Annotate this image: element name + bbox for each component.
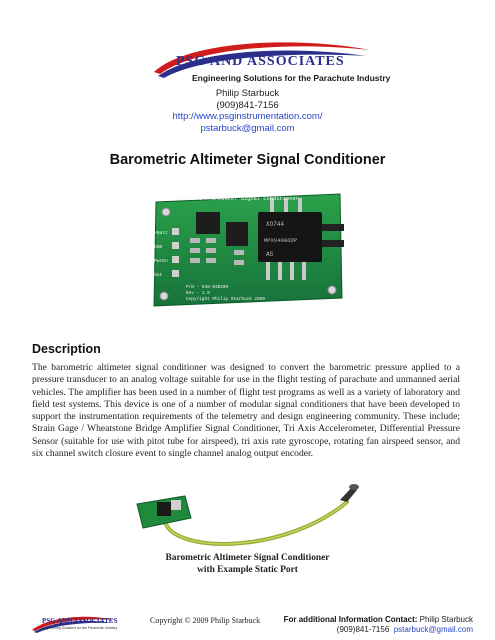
logo-title: PSG AND ASSOCIATES (176, 54, 345, 69)
description-body: The barometric altimeter signal conditioner was designed to convert the barometric pressure applied to a pressure transducer to an analog voltage suitable for use in the flight testing of parachute and unmanned aerial vehicles. The amplifier has been used in a number of flight test programs as well as a variety of laboratory and field test systems. This device is one of a number of modular signal conditioners that have been developed to support the instrumentation requirements of the telemetry and design engineering community. These include; Strain Gage / Wheatstone Bridge Amplifier Signal Conditioner, Tri Axis Accelerometer, Differential Pressure Sensor (suitable for use with pitot tube for airspeed), tri axis rate gyroscope, rotating fan airspeed sensor, and six channel switch closure event to single channel analog output encoder. (32, 362, 460, 460)
board-copyright: Copyright Philip Starbuck 2009 (186, 297, 266, 302)
footer-email-link[interactable]: pstarbuck@gmail.com (393, 625, 473, 634)
page-title: Barometric Altimeter Signal Conditioner (109, 152, 386, 168)
caption-line-1: Barometric Altimeter Signal Conditioner (165, 553, 330, 563)
photo-caption (120, 552, 375, 576)
logo-tagline: Engineering Solutions for the Parachute Industry (192, 73, 391, 83)
contact-block (0, 88, 495, 134)
contact-phone: (909)841-7156 (216, 99, 279, 111)
footer-contact-name: Philip Starbuck (419, 615, 473, 624)
footer-logo-title: PSG AND ASSOCIATES (42, 617, 118, 625)
email-link[interactable]: pstarbuck@gmail.com (200, 122, 295, 134)
board-label-batt: +Batt (154, 231, 168, 236)
board-label-gnd: GND (154, 245, 163, 250)
description-heading: Description (32, 342, 101, 356)
board-part-number: P/N - 540-030209 (186, 285, 229, 290)
company-logo (148, 42, 391, 86)
footer-copyright: Copyright © 2009 Philip Starbuck (150, 616, 261, 625)
sensor-model: MPXV4006DP (264, 237, 298, 244)
example-photo (135, 482, 360, 552)
caption-line-2: with Example Static Port (197, 565, 298, 575)
sensor-code: XO744 (266, 221, 285, 228)
board-revision: Rev - 1.0 (186, 291, 210, 296)
sensor-mark: AS (266, 251, 274, 258)
footer-phone: (909)841-7156 (336, 625, 390, 634)
footer-contact (268, 615, 473, 635)
board-label-pwren: PwrEn (154, 259, 168, 264)
footer-contact-label: For additional Information Contact: (283, 615, 418, 624)
board-photo (150, 178, 346, 312)
footer-logo (30, 616, 116, 634)
footer-logo-tagline: Engineering Solutions for the Parachute Industry (42, 626, 118, 630)
contact-name: Philip Starbuck (215, 88, 280, 99)
website-link[interactable]: http://www.psginstrumentation.com/ (172, 111, 323, 122)
board-label-out: Out (154, 273, 163, 278)
board-heading: Pressure Transducer Signal Conditioner (176, 196, 299, 202)
